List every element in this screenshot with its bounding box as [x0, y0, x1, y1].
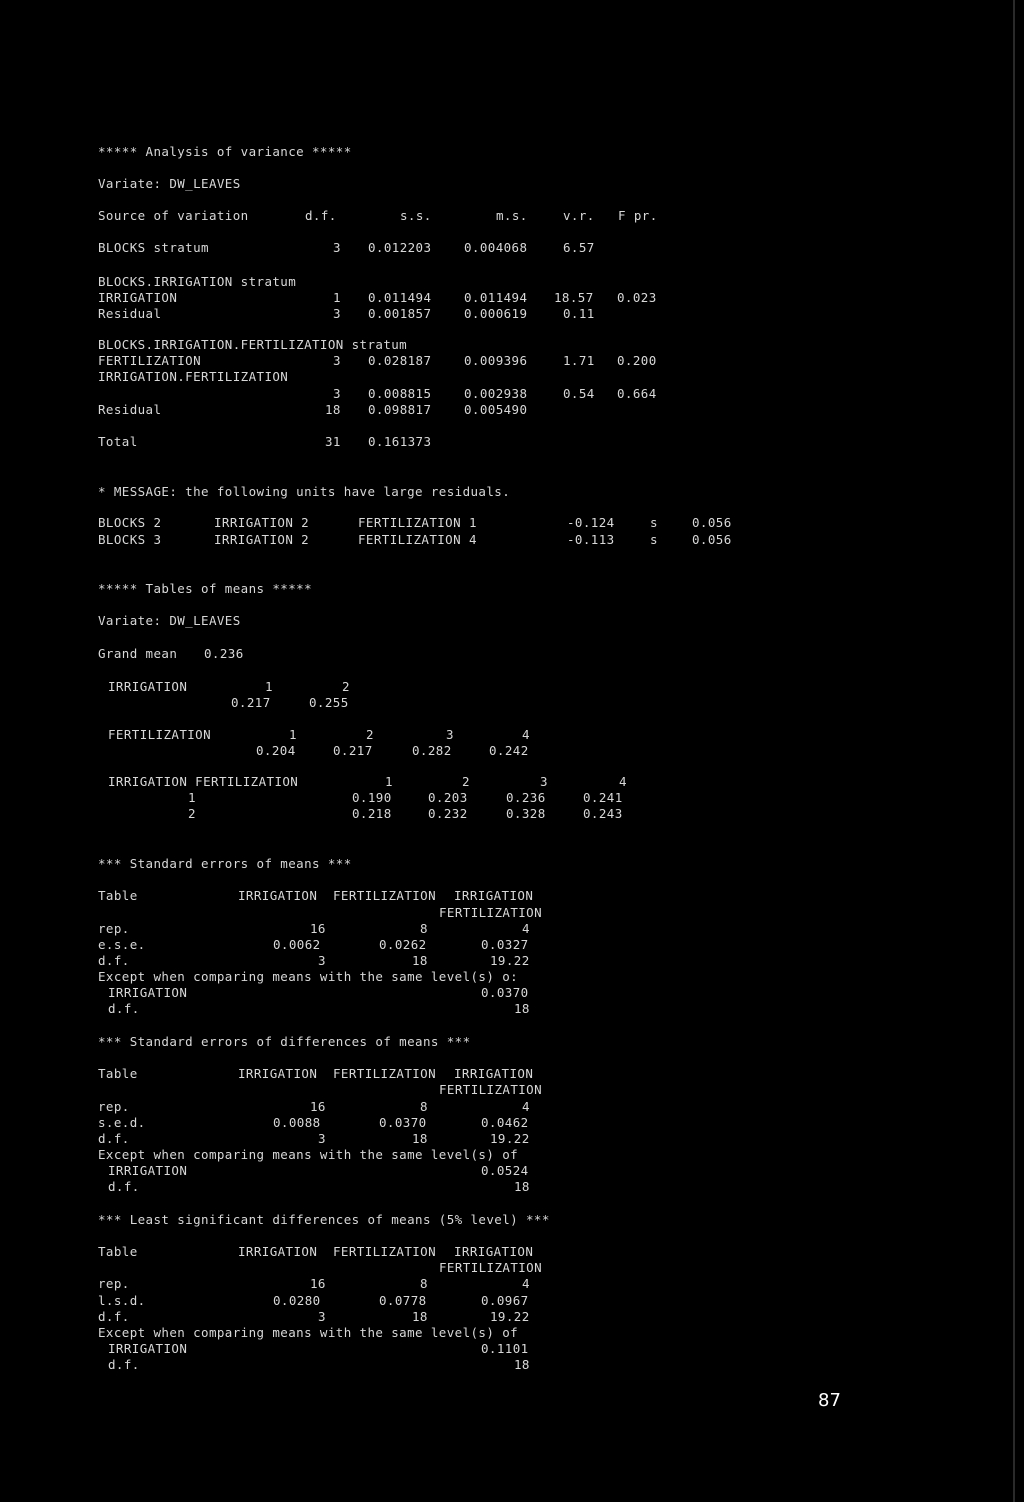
sed-except-df-value: 18	[514, 1179, 530, 1194]
interaction-level: 1	[385, 774, 393, 789]
se-df-label: d.f.	[98, 953, 130, 968]
grand-mean-label: Grand mean	[98, 646, 178, 661]
lsd-stat-value: 0.0967	[481, 1293, 529, 1308]
se-stat-label: e.s.e.	[98, 937, 146, 952]
anova-row-source: BLOCKS.IRRIGATION stratum	[98, 274, 297, 289]
sed-rep-value: 4	[522, 1099, 530, 1114]
anova-row-df: 3	[333, 386, 341, 401]
se-df-value: 19.22	[490, 953, 530, 968]
grand-mean-value: 0.236	[204, 646, 244, 661]
sed-means-header: *** Standard errors of differences of means ***	[98, 1034, 471, 1049]
interaction-level: 3	[540, 774, 548, 789]
anova-row-source: IRRIGATION	[98, 290, 178, 305]
lsd-stat-value: 0.0280	[273, 1293, 321, 1308]
irrigation-means-label: IRRIGATION	[108, 679, 188, 694]
se-col-interaction-sub: FERTILIZATION	[439, 905, 543, 920]
lsd-stat-value: 0.0778	[379, 1293, 427, 1308]
lsd-col-fertilization: FERTILIZATION	[333, 1244, 437, 1259]
anova-row-ss: 0.098817	[368, 402, 432, 417]
anova-row-vr: 0.11	[563, 306, 595, 321]
interaction-mean: 0.232	[428, 806, 468, 821]
anova-row-df: 18	[325, 402, 341, 417]
residual-unit-blocks: BLOCKS 2	[98, 515, 162, 530]
se-col-interaction: IRRIGATION	[454, 888, 534, 903]
fertilization-mean: 0.204	[256, 743, 296, 758]
se-except-df-value: 18	[514, 1001, 530, 1016]
residual-unit-value: -0.124	[567, 515, 615, 530]
lsd-except-note: Except when comparing means with the same level(s) of	[98, 1325, 519, 1340]
anova-row-fpr: 0.023	[617, 290, 657, 305]
anova-row-source: Residual	[98, 306, 162, 321]
lsd-rep-label: rep.	[98, 1276, 130, 1291]
anova-row-source: IRRIGATION.FERTILIZATION	[98, 369, 289, 384]
sed-df-value: 19.22	[490, 1131, 530, 1146]
sed-except-factor: IRRIGATION	[108, 1163, 188, 1178]
residual-unit-blocks: BLOCKS 3	[98, 532, 162, 547]
anova-variate: Variate: DW_LEAVES	[98, 176, 241, 191]
lsd-except-df-value: 18	[514, 1357, 530, 1372]
interaction-row-level: 1	[188, 790, 196, 805]
anova-row-df: 1	[333, 290, 341, 305]
anova-header: ***** Analysis of variance *****	[98, 144, 352, 159]
anova-row-ms: 0.005490	[464, 402, 528, 417]
anova-row-fpr: 0.664	[617, 386, 657, 401]
interaction-mean: 0.241	[583, 790, 623, 805]
anova-row-ms: 0.011494	[464, 290, 528, 305]
se-df-value: 3	[318, 953, 326, 968]
lsd-col-interaction-sub: FERTILIZATION	[439, 1260, 543, 1275]
means-variate: Variate: DW_LEAVES	[98, 613, 241, 628]
scan-edge	[1013, 0, 1024, 1502]
se-stat-value: 0.0262	[379, 937, 427, 952]
residual-unit-irrigation: IRRIGATION 2	[214, 532, 310, 547]
interaction-level: 4	[619, 774, 627, 789]
lsd-except-df-label: d.f.	[108, 1357, 140, 1372]
se-col-fertilization: FERTILIZATION	[333, 888, 437, 903]
sed-df-value: 18	[412, 1131, 428, 1146]
interaction-mean: 0.218	[352, 806, 392, 821]
lsd-means-header: *** Least significant differences of means (5% level) ***	[98, 1212, 550, 1227]
sed-df-value: 3	[318, 1131, 326, 1146]
anova-row-ss: 0.008815	[368, 386, 432, 401]
anova-col-vr: v.r.	[563, 208, 595, 223]
anova-row-fpr: 0.200	[617, 353, 657, 368]
page-number: 87	[818, 1390, 841, 1411]
interaction-mean: 0.203	[428, 790, 468, 805]
lsd-table-label: Table	[98, 1244, 138, 1259]
sed-except-value: 0.0524	[481, 1163, 529, 1178]
residual-unit-fertilization: FERTILIZATION 1	[358, 515, 477, 530]
se-rep-label: rep.	[98, 921, 130, 936]
sed-col-fertilization: FERTILIZATION	[333, 1066, 437, 1081]
irrigation-mean: 0.255	[309, 695, 349, 710]
se-except-value: 0.0370	[481, 985, 529, 1000]
interaction-means-label: IRRIGATION FERTILIZATION	[108, 774, 299, 789]
sed-stat-value: 0.0370	[379, 1115, 427, 1130]
residual-unit-flag: s	[650, 532, 658, 547]
anova-row-ms: 0.009396	[464, 353, 528, 368]
lsd-stat-label: l.s.d.	[98, 1293, 146, 1308]
interaction-mean: 0.243	[583, 806, 623, 821]
se-stat-value: 0.0327	[481, 937, 529, 952]
interaction-row-level: 2	[188, 806, 196, 821]
lsd-df-value: 3	[318, 1309, 326, 1324]
sed-col-interaction: IRRIGATION	[454, 1066, 534, 1081]
anova-row-ss: 0.028187	[368, 353, 432, 368]
anova-row-df: 3	[333, 306, 341, 321]
se-table-label: Table	[98, 888, 138, 903]
fertilization-level: 2	[366, 727, 374, 742]
lsd-col-irrigation: IRRIGATION	[238, 1244, 318, 1259]
sed-rep-value: 8	[420, 1099, 428, 1114]
anova-row-source: BLOCKS.IRRIGATION.FERTILIZATION stratum	[98, 337, 408, 352]
se-stat-value: 0.0062	[273, 937, 321, 952]
anova-row-source: BLOCKS stratum	[98, 240, 209, 255]
residual-unit-se: 0.056	[692, 532, 732, 547]
anova-row-ss: 0.161373	[368, 434, 432, 449]
anova-row-source: Residual	[98, 402, 162, 417]
fertilization-means-label: FERTILIZATION	[108, 727, 212, 742]
anova-row-source: FERTILIZATION	[98, 353, 202, 368]
lsd-except-factor: IRRIGATION	[108, 1341, 188, 1356]
anova-row-ss: 0.001857	[368, 306, 432, 321]
lsd-df-value: 18	[412, 1309, 428, 1324]
anova-row-source: Total	[98, 434, 138, 449]
sed-rep-value: 16	[310, 1099, 326, 1114]
se-rep-value: 16	[310, 921, 326, 936]
sed-col-interaction-sub: FERTILIZATION	[439, 1082, 543, 1097]
irrigation-mean: 0.217	[231, 695, 271, 710]
sed-except-df-label: d.f.	[108, 1179, 140, 1194]
lsd-col-interaction: IRRIGATION	[454, 1244, 534, 1259]
lsd-except-value: 0.1101	[481, 1341, 529, 1356]
lsd-df-value: 19.22	[490, 1309, 530, 1324]
irrigation-level: 2	[342, 679, 350, 694]
anova-col-source: Source of variation	[98, 208, 249, 223]
anova-row-df: 3	[333, 353, 341, 368]
interaction-mean: 0.236	[506, 790, 546, 805]
residual-message: * MESSAGE: the following units have large residuals.	[98, 484, 511, 499]
residual-unit-irrigation: IRRIGATION 2	[214, 515, 310, 530]
anova-col-fpr: F pr.	[618, 208, 658, 223]
anova-row-ss: 0.011494	[368, 290, 432, 305]
fertilization-level: 3	[446, 727, 454, 742]
anova-col-ss: s.s.	[400, 208, 432, 223]
anova-row-df: 3	[333, 240, 341, 255]
fertilization-level: 1	[289, 727, 297, 742]
residual-unit-flag: s	[650, 515, 658, 530]
sed-df-label: d.f.	[98, 1131, 130, 1146]
residual-unit-value: -0.113	[567, 532, 615, 547]
irrigation-level: 1	[265, 679, 273, 694]
means-header: ***** Tables of means *****	[98, 581, 312, 596]
se-col-irrigation: IRRIGATION	[238, 888, 318, 903]
se-df-value: 18	[412, 953, 428, 968]
anova-row-vr: 0.54	[563, 386, 595, 401]
se-except-factor: IRRIGATION	[108, 985, 188, 1000]
anova-row-ms: 0.004068	[464, 240, 528, 255]
se-rep-value: 4	[522, 921, 530, 936]
fertilization-mean: 0.217	[333, 743, 373, 758]
sed-rep-label: rep.	[98, 1099, 130, 1114]
sed-col-irrigation: IRRIGATION	[238, 1066, 318, 1081]
residual-unit-se: 0.056	[692, 515, 732, 530]
anova-row-ms: 0.002938	[464, 386, 528, 401]
anova-row-vr: 1.71	[563, 353, 595, 368]
se-means-header: *** Standard errors of means ***	[98, 856, 352, 871]
sed-stat-label: s.e.d.	[98, 1115, 146, 1130]
se-rep-value: 8	[420, 921, 428, 936]
anova-row-vr: 18.57	[554, 290, 594, 305]
se-except-df-label: d.f.	[108, 1001, 140, 1016]
anova-col-ms: m.s.	[496, 208, 528, 223]
sed-table-label: Table	[98, 1066, 138, 1081]
anova-row-ss: 0.012203	[368, 240, 432, 255]
lsd-rep-value: 16	[310, 1276, 326, 1291]
interaction-level: 2	[462, 774, 470, 789]
lsd-rep-value: 4	[522, 1276, 530, 1291]
lsd-rep-value: 8	[420, 1276, 428, 1291]
sed-stat-value: 0.0088	[273, 1115, 321, 1130]
anova-row-df: 31	[325, 434, 341, 449]
anova-col-df: d.f.	[305, 208, 337, 223]
sed-except-note: Except when comparing means with the same level(s) of	[98, 1147, 519, 1162]
sed-stat-value: 0.0462	[481, 1115, 529, 1130]
anova-row-ms: 0.000619	[464, 306, 528, 321]
se-except-note: Except when comparing means with the same level(s) o:	[98, 969, 519, 984]
fertilization-level: 4	[522, 727, 530, 742]
interaction-mean: 0.328	[506, 806, 546, 821]
fertilization-mean: 0.282	[412, 743, 452, 758]
interaction-mean: 0.190	[352, 790, 392, 805]
lsd-df-label: d.f.	[98, 1309, 130, 1324]
residual-unit-fertilization: FERTILIZATION 4	[358, 532, 477, 547]
fertilization-mean: 0.242	[489, 743, 529, 758]
anova-row-vr: 6.57	[563, 240, 595, 255]
